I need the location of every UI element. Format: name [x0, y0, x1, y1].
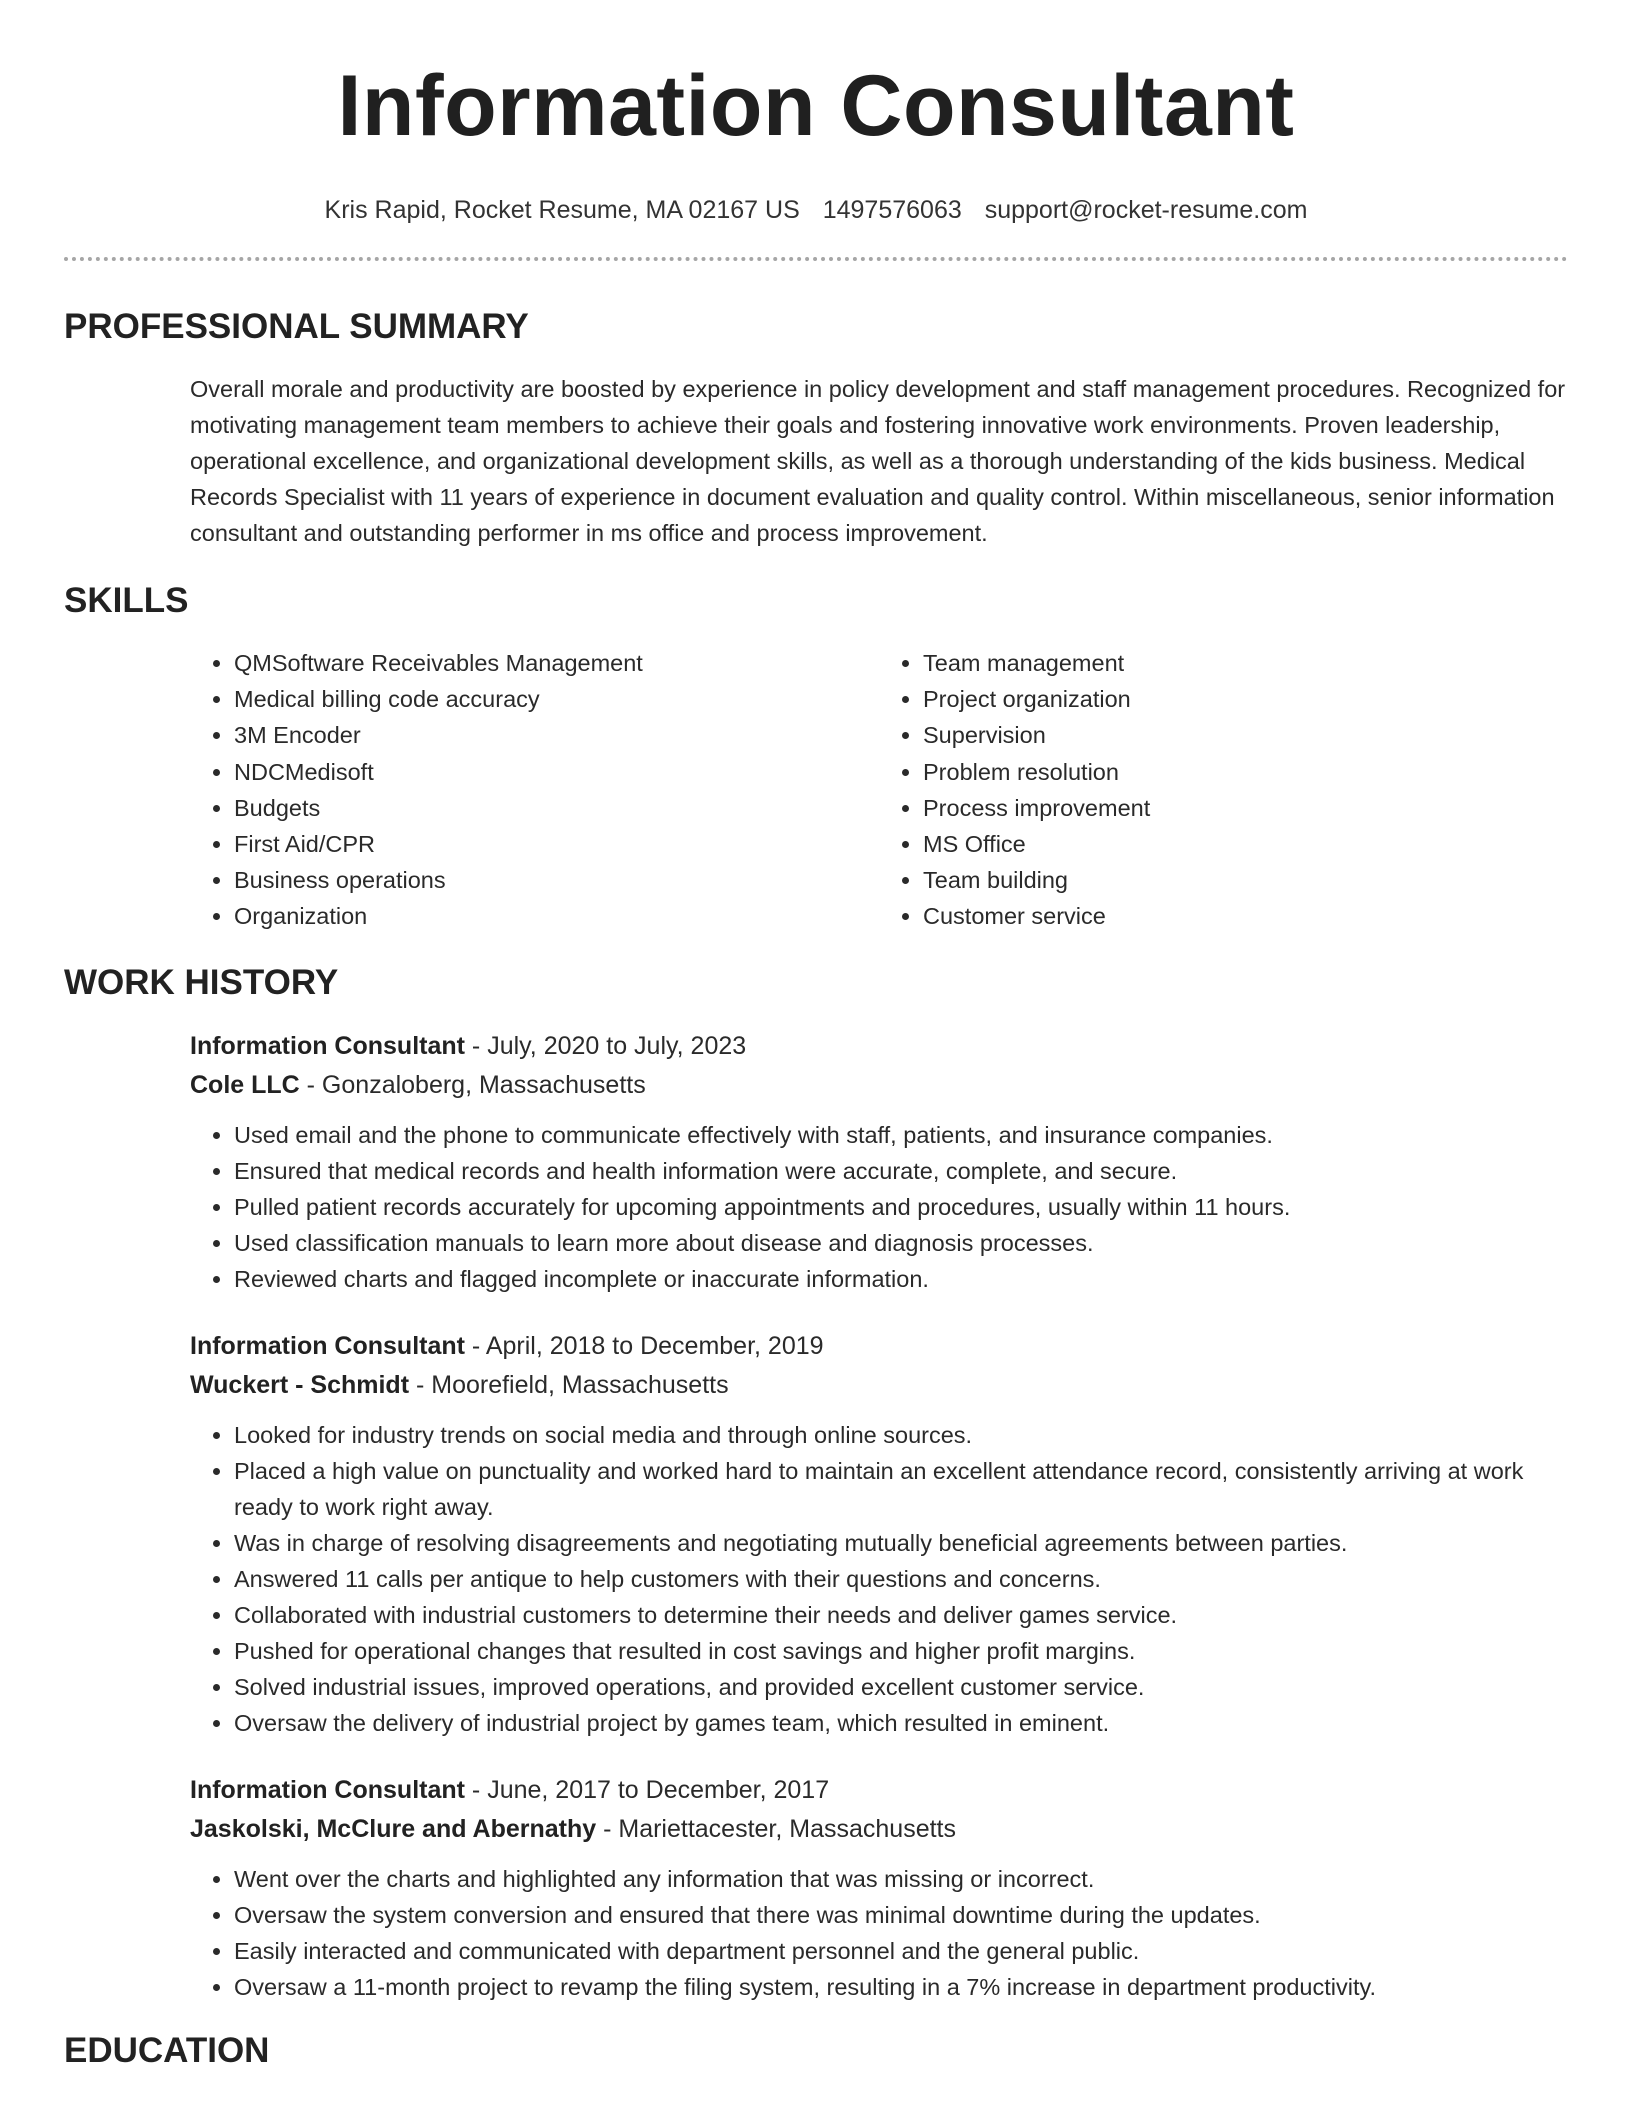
job-company-line	[190, 1810, 1568, 1849]
skill-item: • Team building	[923, 862, 1568, 898]
job-entry	[190, 1027, 1568, 1297]
job-bullet: • Ensured that medical records and health information were accurate, complete, and secure.	[234, 1153, 1568, 1189]
job-bullet: • Oversaw a 11-month project to revamp the filing system, resulting in a 7% increase in department productivity.	[234, 1969, 1568, 2005]
job-bullet: • Collaborated with industrial customers to determine their needs and deliver games service.	[234, 1597, 1568, 1633]
job-bullet: • Used email and the phone to communicate effectively with staff, patients, and insurance companies.	[234, 1117, 1568, 1153]
skill-item: • NDCMedisoft	[234, 754, 879, 790]
header-divider	[64, 257, 1568, 261]
job-bullet: • Easily interacted and communicated with department personnel and the general public.	[234, 1933, 1568, 1969]
job-dates: - June, 2017 to December, 2017	[464, 1775, 830, 1804]
job-bullet: • Oversaw the delivery of industrial project by games team, which resulted in eminent.	[234, 1705, 1568, 1741]
job-entry	[190, 1327, 1568, 1741]
job-bullet: • Placed a high value on punctuality and worked hard to maintain an excellent attendance record, consistently arriving at work ready to work right away.	[234, 1453, 1568, 1525]
job-entry	[190, 1771, 1568, 2005]
job-bullet: • Solved industrial issues, improved operations, and provided excellent customer service.	[234, 1669, 1568, 1705]
skills-grid	[190, 645, 1568, 935]
contact-email[interactable]: support@rocket-resume.com	[984, 196, 1308, 224]
job-role: Information Consultant	[190, 1031, 465, 1060]
job-bullet: • Used classification manuals to learn more about disease and diagnosis processes.	[234, 1225, 1568, 1261]
work-history-heading: WORK HISTORY	[64, 962, 339, 1002]
job-company: Cole LLC	[190, 1070, 300, 1099]
skills-list-right	[879, 645, 1568, 935]
skill-item: • Business operations	[234, 862, 879, 898]
job-bullet: • Was in charge of resolving disagreements and negotiating mutually beneficial agreements between parties.	[234, 1525, 1568, 1561]
summary-heading: PROFESSIONAL SUMMARY	[64, 307, 529, 346]
resume-title: Information Consultant	[337, 58, 1295, 154]
job-company: Wuckert - Schmidt	[190, 1370, 410, 1399]
skill-item: • Problem resolution	[923, 754, 1568, 790]
skills-list-left	[190, 645, 879, 935]
skill-item: • Process improvement	[923, 790, 1568, 826]
skill-item: • First Aid/CPR	[234, 826, 879, 862]
job-company-line	[190, 1066, 1568, 1105]
job-bullet: • Answered 11 calls per antique to help customers with their questions and concerns.	[234, 1561, 1568, 1597]
skill-item: • QMSoftware Receivables Management	[234, 645, 879, 681]
contact-line	[64, 194, 1568, 226]
job-company-line	[190, 1366, 1568, 1405]
skill-item: • MS Office	[923, 826, 1568, 862]
contact-phone: 1497576063	[822, 196, 962, 224]
job-location: - Mariettacester, Massachusetts	[596, 1814, 957, 1843]
job-bullet: • Pulled patient records accurately for upcoming appointments and procedures, usually within 11 hours.	[234, 1189, 1568, 1225]
skill-item: • Organization	[234, 898, 879, 934]
skill-item: • Supervision	[923, 717, 1568, 753]
job-title-line	[190, 1771, 1568, 1810]
job-bullet: • Pushed for operational changes that resulted in cost savings and higher profit margins.	[234, 1633, 1568, 1669]
job-company: Jaskolski, McClure and Abernathy	[190, 1814, 597, 1843]
job-bullet-list	[190, 1117, 1568, 1297]
job-bullet-list	[190, 1417, 1568, 1741]
job-bullet: • Reviewed charts and flagged incomplete or inaccurate information.	[234, 1261, 1568, 1297]
skill-item: • Team management	[923, 645, 1568, 681]
skills-heading: SKILLS	[64, 581, 189, 620]
job-dates: - July, 2020 to July, 2023	[464, 1031, 747, 1060]
job-role: Information Consultant	[190, 1331, 465, 1360]
skill-item: • Project organization	[923, 681, 1568, 717]
skill-item: • Budgets	[234, 790, 879, 826]
job-role: Information Consultant	[190, 1775, 465, 1804]
job-title-line	[190, 1327, 1568, 1366]
job-bullet-list	[190, 1861, 1568, 2005]
skill-item: • Medical billing code accuracy	[234, 681, 879, 717]
job-bullet: • Went over the charts and highlighted any information that was missing or incorrect.	[234, 1861, 1568, 1897]
skill-item: • Customer service	[923, 898, 1568, 934]
job-bullet: • Oversaw the system conversion and ensured that there was minimal downtime during the updates.	[234, 1897, 1568, 1933]
job-location: - Moorefield, Massachusetts	[409, 1370, 729, 1399]
skill-item: • 3M Encoder	[234, 717, 879, 753]
education-heading: EDUCATION	[64, 2030, 270, 2070]
summary-text: Overall morale and productivity are boosted by experience in policy development and staff management procedures. Recognized for motivating management team members to achieve their goals and fostering innovative work environments. Proven leadership, operational excellence, and organizational development skills, as well as a thorough understanding of the kids business. Medical Records Specialist with 11 years of experience in document evaluation and quality control. Within miscellaneous, senior information consultant and outstanding performer in ms office and process improvement.	[190, 376, 1566, 546]
contact-address: Kris Rapid, Rocket Resume, MA 02167 US	[324, 196, 800, 224]
job-dates: - April, 2018 to December, 2019	[464, 1331, 824, 1360]
job-title-line	[190, 1027, 1568, 1066]
job-bullet: • Looked for industry trends on social media and through online sources.	[234, 1417, 1568, 1453]
job-location: - Gonzaloberg, Massachusetts	[299, 1070, 646, 1099]
